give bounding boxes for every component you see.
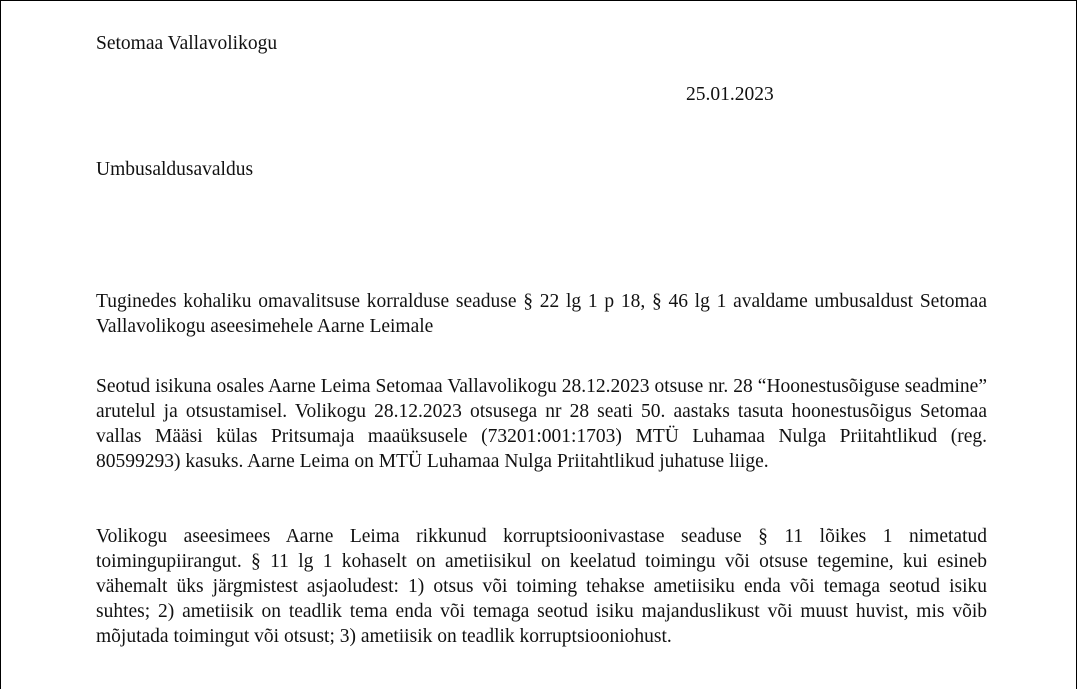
- paragraph-violation: Volikogu aseesimees Aarne Leima rikkunud korruptsioonivastase seaduse § 11 lõikes 1 nimetatud toimingupiirangut. § 11 lg 1 kohaselt on ametiisikul on keelatud toimingu või otsuse tegemine, kui esineb vähemalt üks järgmistest asjaoludest: 1) otsus või toiming tehakse ametiisiku enda või temaga seotud isiku suhtes; 2) ametiisik on teadlik tema enda või temaga seotud isiku majanduslikust või muust huvist, mis võib mõjutada toimingut või otsust; 3) ametiisik on teadlik korruptsiooniohust.: [96, 526, 987, 647]
- document-date: 25.01.2023: [686, 84, 774, 105]
- paragraph-statement: Tuginedes kohaliku omavalitsuse korralduse seaduse § 22 lg 1 p 18, § 46 lg 1 avaldame umbusaldust Setomaa Vallavolikogu aseesimehele Aarne Leimale: [96, 291, 987, 337]
- document-title: Umbusaldusavaldus: [96, 159, 254, 180]
- paragraph-background: Seotud isikuna osales Aarne Leima Setomaa Vallavolikogu 28.12.2023 otsuse nr. 28 “Hoonestusõiguse seadmine” arutelul ja otsustamisel. Volikogu 28.12.2023 otsusega nr 28 seati 50. aastaks tasuta hoonestusõigus Setomaa vallas Määsi külas Pritsumaja maaüksusele (73201:001:1703) MTÜ Luhamaa Nulga Priitahtlikud (reg. 80599293) kasuks. Aarne Leima on MTÜ Luhamaa Nulga Priitahtlikud juhatuse liige.: [96, 376, 987, 472]
- recipient-name: Setomaa Vallavolikogu: [96, 33, 278, 54]
